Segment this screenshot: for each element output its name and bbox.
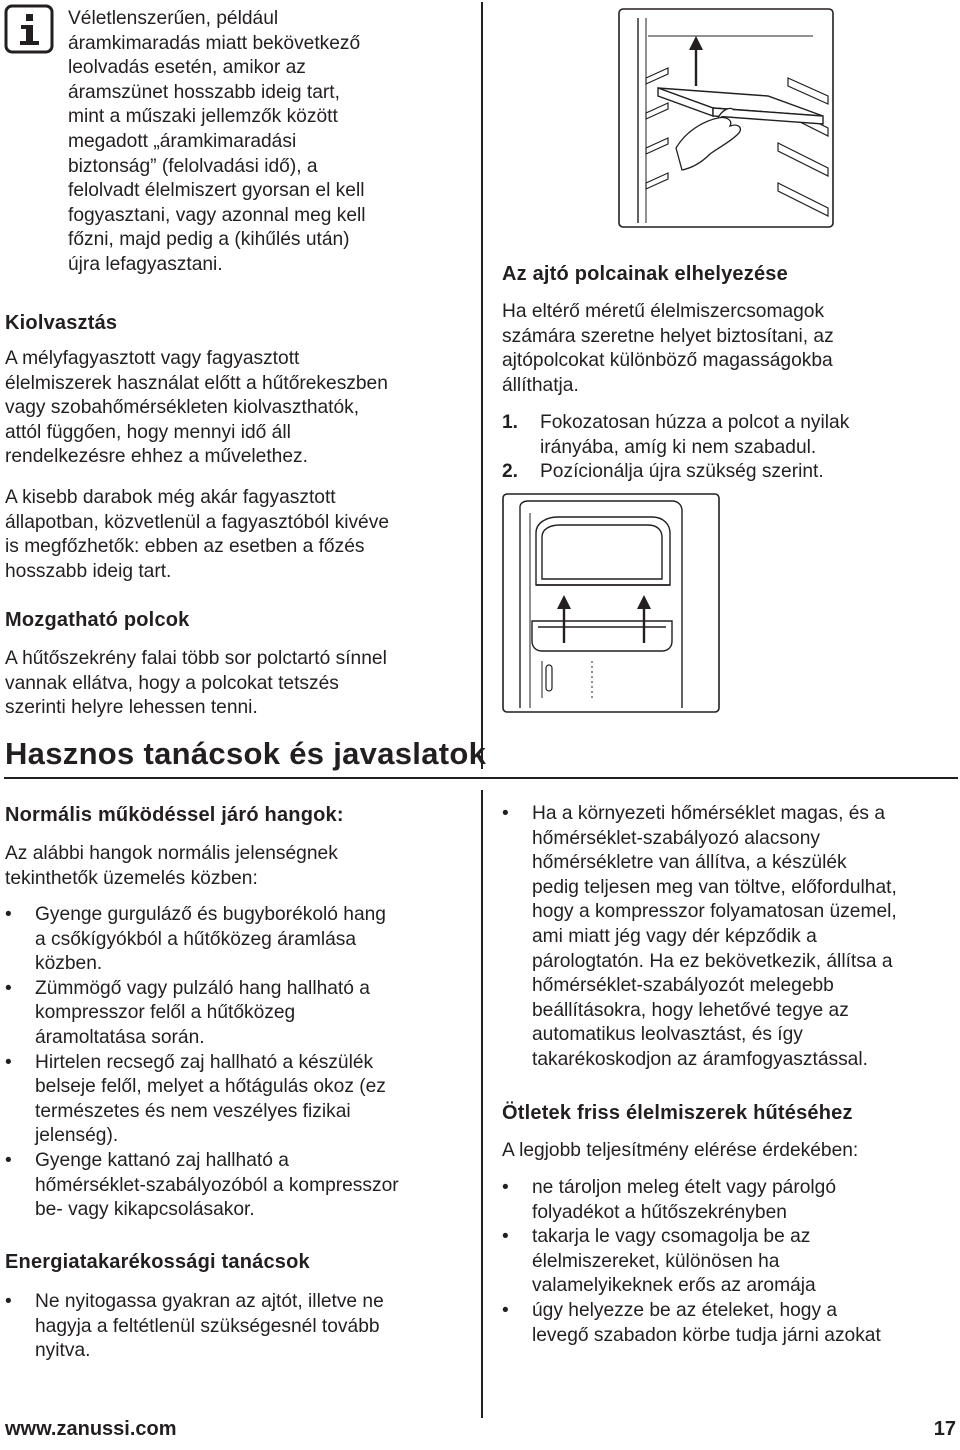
- text-line: levegő szabadon körbe tudja járni azokat: [532, 1324, 881, 1346]
- text-line: hőmérséklet-szabályozót melegebb: [532, 975, 834, 997]
- text-line: hőmérséklet-szabályozó alacsony: [532, 827, 820, 849]
- text-line: beállításokra, hogy lehetővé tegye az: [532, 999, 849, 1021]
- text-line: • Gyenge kattanó zaj hallható a: [35, 1149, 289, 1171]
- text-line: • Ne nyitogassa gyakran az ajtót, illetve ne: [35, 1291, 384, 1312]
- text-line: a csőkígyókból a hűtőközeg áramlása: [35, 928, 357, 950]
- text-line: hőmérsékletre van állítva, a készülék: [532, 852, 847, 874]
- info-note: [68, 7, 478, 278]
- temperature-tips-list: [502, 802, 958, 1073]
- text-line: természetes és nem veszélyes fizikai: [35, 1100, 351, 1122]
- text-line: hagyja a feltétlenül szükségesnél tovább: [35, 1315, 380, 1337]
- section-title: Hasznos tanácsok és javaslatok: [5, 736, 487, 771]
- text-line: állíthatja.: [502, 374, 579, 396]
- footer-url: www.zanussi.com: [5, 1418, 177, 1440]
- list-item: [502, 1176, 958, 1225]
- step-number: 1.: [502, 412, 519, 433]
- energy-tips-heading: Energiatakarékossági tanácsok: [5, 1251, 310, 1273]
- text-line: élelmiszereket, különösen ha: [532, 1250, 780, 1272]
- text-line: Fokozatosan húzza a polcot a nyilak: [540, 412, 850, 433]
- list-item: [5, 977, 475, 1051]
- normal-sounds-heading: Normális működéssel járó hangok:: [5, 804, 344, 826]
- list-item: [5, 1149, 475, 1223]
- text-line: • Gyenge gurguláző és bugyborékoló hang: [35, 904, 386, 925]
- text-line: • ne tároljon meleg ételt vagy párolgó: [532, 1177, 836, 1198]
- list-item: [502, 1299, 958, 1348]
- list-item: [5, 1051, 475, 1149]
- text-line: állapotban, közvetlenül a fagyasztóból kivéve: [5, 511, 389, 533]
- thawing-paragraph-1: [5, 347, 480, 470]
- normal-sounds-list: [5, 903, 475, 1223]
- text-line: irányába, amíg ki nem szabadul.: [540, 436, 817, 458]
- text-line: vagy szobahőmérsékleten kiolvaszthatók,: [5, 397, 360, 419]
- info-note-line: felolvadt élelmiszert gyorsan el kell: [68, 180, 365, 202]
- page-number: 17: [933, 1418, 956, 1440]
- text-line: • Hirtelen recsegő zaj hallható a készülék: [35, 1051, 374, 1073]
- door-shelves-intro: [502, 300, 954, 398]
- text-line: attól függően, hogy mennyi idő áll: [5, 421, 291, 443]
- info-note-line: fogyasztani, vagy azonnal meg kell: [68, 204, 366, 226]
- text-line: jelenség).: [35, 1125, 119, 1147]
- text-line: párologtatón. Ha ez bekövetkezik, állítsa a: [532, 950, 893, 972]
- info-note-line: biztonság” (felolvadási idő), a: [68, 155, 318, 177]
- text-line: Ha eltérő méretű élelmiszercsomagok: [502, 301, 825, 322]
- info-note-line: áramkimaradás miatt bekövetkező: [68, 32, 361, 54]
- text-line: tekinthetők üzemelés közben:: [5, 867, 258, 889]
- text-line: A kisebb darabok még akár fagyasztott: [5, 487, 336, 508]
- text-line: • Zümmögő vagy pulzáló hang hallható a: [35, 977, 370, 999]
- list-item: [5, 903, 475, 977]
- fresh-food-intro: A legjobb teljesítmény elérése érdekében:: [502, 1140, 859, 1161]
- text-line: vannak ellátva, hogy a polcokat tetszés: [5, 672, 339, 694]
- info-note-line: leolvadás esetén, amikor az: [68, 57, 306, 79]
- list-item: [5, 1290, 475, 1364]
- text-line: rendelkezésre ehhez a művelethez.: [5, 446, 308, 468]
- fresh-food-list: [502, 1176, 958, 1348]
- text-line: • úgy helyezze be az ételeket, hogy a: [532, 1299, 838, 1321]
- text-line: A hűtőszekrény falai több sor polctartó sínnel: [5, 648, 387, 669]
- text-line: közben.: [35, 953, 103, 975]
- movable-shelves-paragraph: [5, 647, 480, 721]
- text-line: • takarja le vagy csomagolja be az: [532, 1226, 811, 1248]
- text-line: hosszabb ideig tart.: [5, 560, 172, 582]
- text-line: is megfőzhetők: ebben az esetben a főzés: [5, 536, 365, 558]
- text-line: ami miatt jég vagy dér képződik a: [532, 925, 817, 947]
- text-line: pedig teljesen meg van töltve, előfordulhat,: [532, 876, 897, 898]
- info-note-line: megadott „áramkimaradási: [68, 130, 297, 152]
- info-note-line: mint a műszaki jellemzők között: [68, 106, 338, 128]
- text-line: hőmérséklet-szabályozóból a kompresszor: [35, 1174, 399, 1196]
- text-line: valamelyikeknek erős az aromája: [532, 1275, 816, 1297]
- text-line: Pozícionálja újra szükség szerint.: [540, 461, 824, 483]
- text-line: számára szeretne helyet biztosítani, az: [502, 325, 834, 347]
- section-title-underline: [4, 777, 958, 779]
- thawing-heading: Kiolvasztás: [5, 312, 118, 334]
- info-note-line: áramszünet hosszabb ideig tart,: [68, 81, 340, 103]
- door-shelves-steps: [502, 411, 954, 485]
- text-line: • Ha a környezeti hőmérséklet magas, és a: [532, 803, 886, 824]
- text-line: A mélyfagyasztott vagy fagyasztott: [5, 348, 300, 369]
- text-line: takarékoskodjon az áramfogyasztással.: [532, 1048, 868, 1070]
- column-divider-bottom: [481, 790, 483, 1418]
- step-item: [502, 460, 954, 485]
- info-note-line: Véletlenszerűen, például: [68, 8, 279, 29]
- door-shelves-heading: Az ajtó polcainak elhelyezése: [502, 263, 788, 285]
- text-line: hogy a kompresszor folyamatosan üzemel,: [532, 901, 897, 923]
- step-number: 2.: [502, 461, 519, 483]
- movable-shelves-heading: Mozgatható polcok: [5, 609, 190, 631]
- info-note-line: főzni, majd pedig a (kihűlés után): [68, 229, 350, 251]
- text-line: automatikus leolvasztást, és így: [532, 1024, 803, 1046]
- text-line: ajtópolcokat különböző magasságokba: [502, 350, 833, 372]
- text-line: nyitva.: [35, 1340, 91, 1362]
- text-line: belseje felől, melyet a hőtágulás okoz (ez: [35, 1076, 386, 1098]
- text-line: áramoltatása során.: [35, 1026, 205, 1048]
- list-item: [502, 802, 958, 1073]
- list-item: [502, 1225, 958, 1299]
- column-divider-top: [481, 2, 483, 769]
- info-icon: [4, 4, 54, 54]
- text-line: élelmiszerek használat előtt a hűtőrekeszben: [5, 372, 388, 394]
- shelf-removal-illustration: [618, 8, 834, 228]
- text-line: szerinti helyre lehessen tenni.: [5, 697, 258, 719]
- normal-sounds-intro: [5, 842, 475, 891]
- text-line: be- vagy kikapcsolásakor.: [35, 1199, 255, 1221]
- energy-tips-list: [5, 1290, 475, 1364]
- info-note-line: újra lefagyasztani.: [68, 253, 223, 275]
- door-shelf-illustration: [502, 493, 720, 713]
- text-line: kompresszor felől a hűtőközeg: [35, 1002, 296, 1024]
- text-line: folyadékot a hűtőszekrényben: [532, 1201, 787, 1223]
- thawing-paragraph-2: [5, 486, 480, 584]
- step-item: [502, 411, 954, 460]
- text-line: Az alábbi hangok normális jelenségnek: [5, 843, 338, 864]
- fresh-food-heading: Ötletek friss élelmiszerek hűtéséhez: [502, 1102, 853, 1124]
